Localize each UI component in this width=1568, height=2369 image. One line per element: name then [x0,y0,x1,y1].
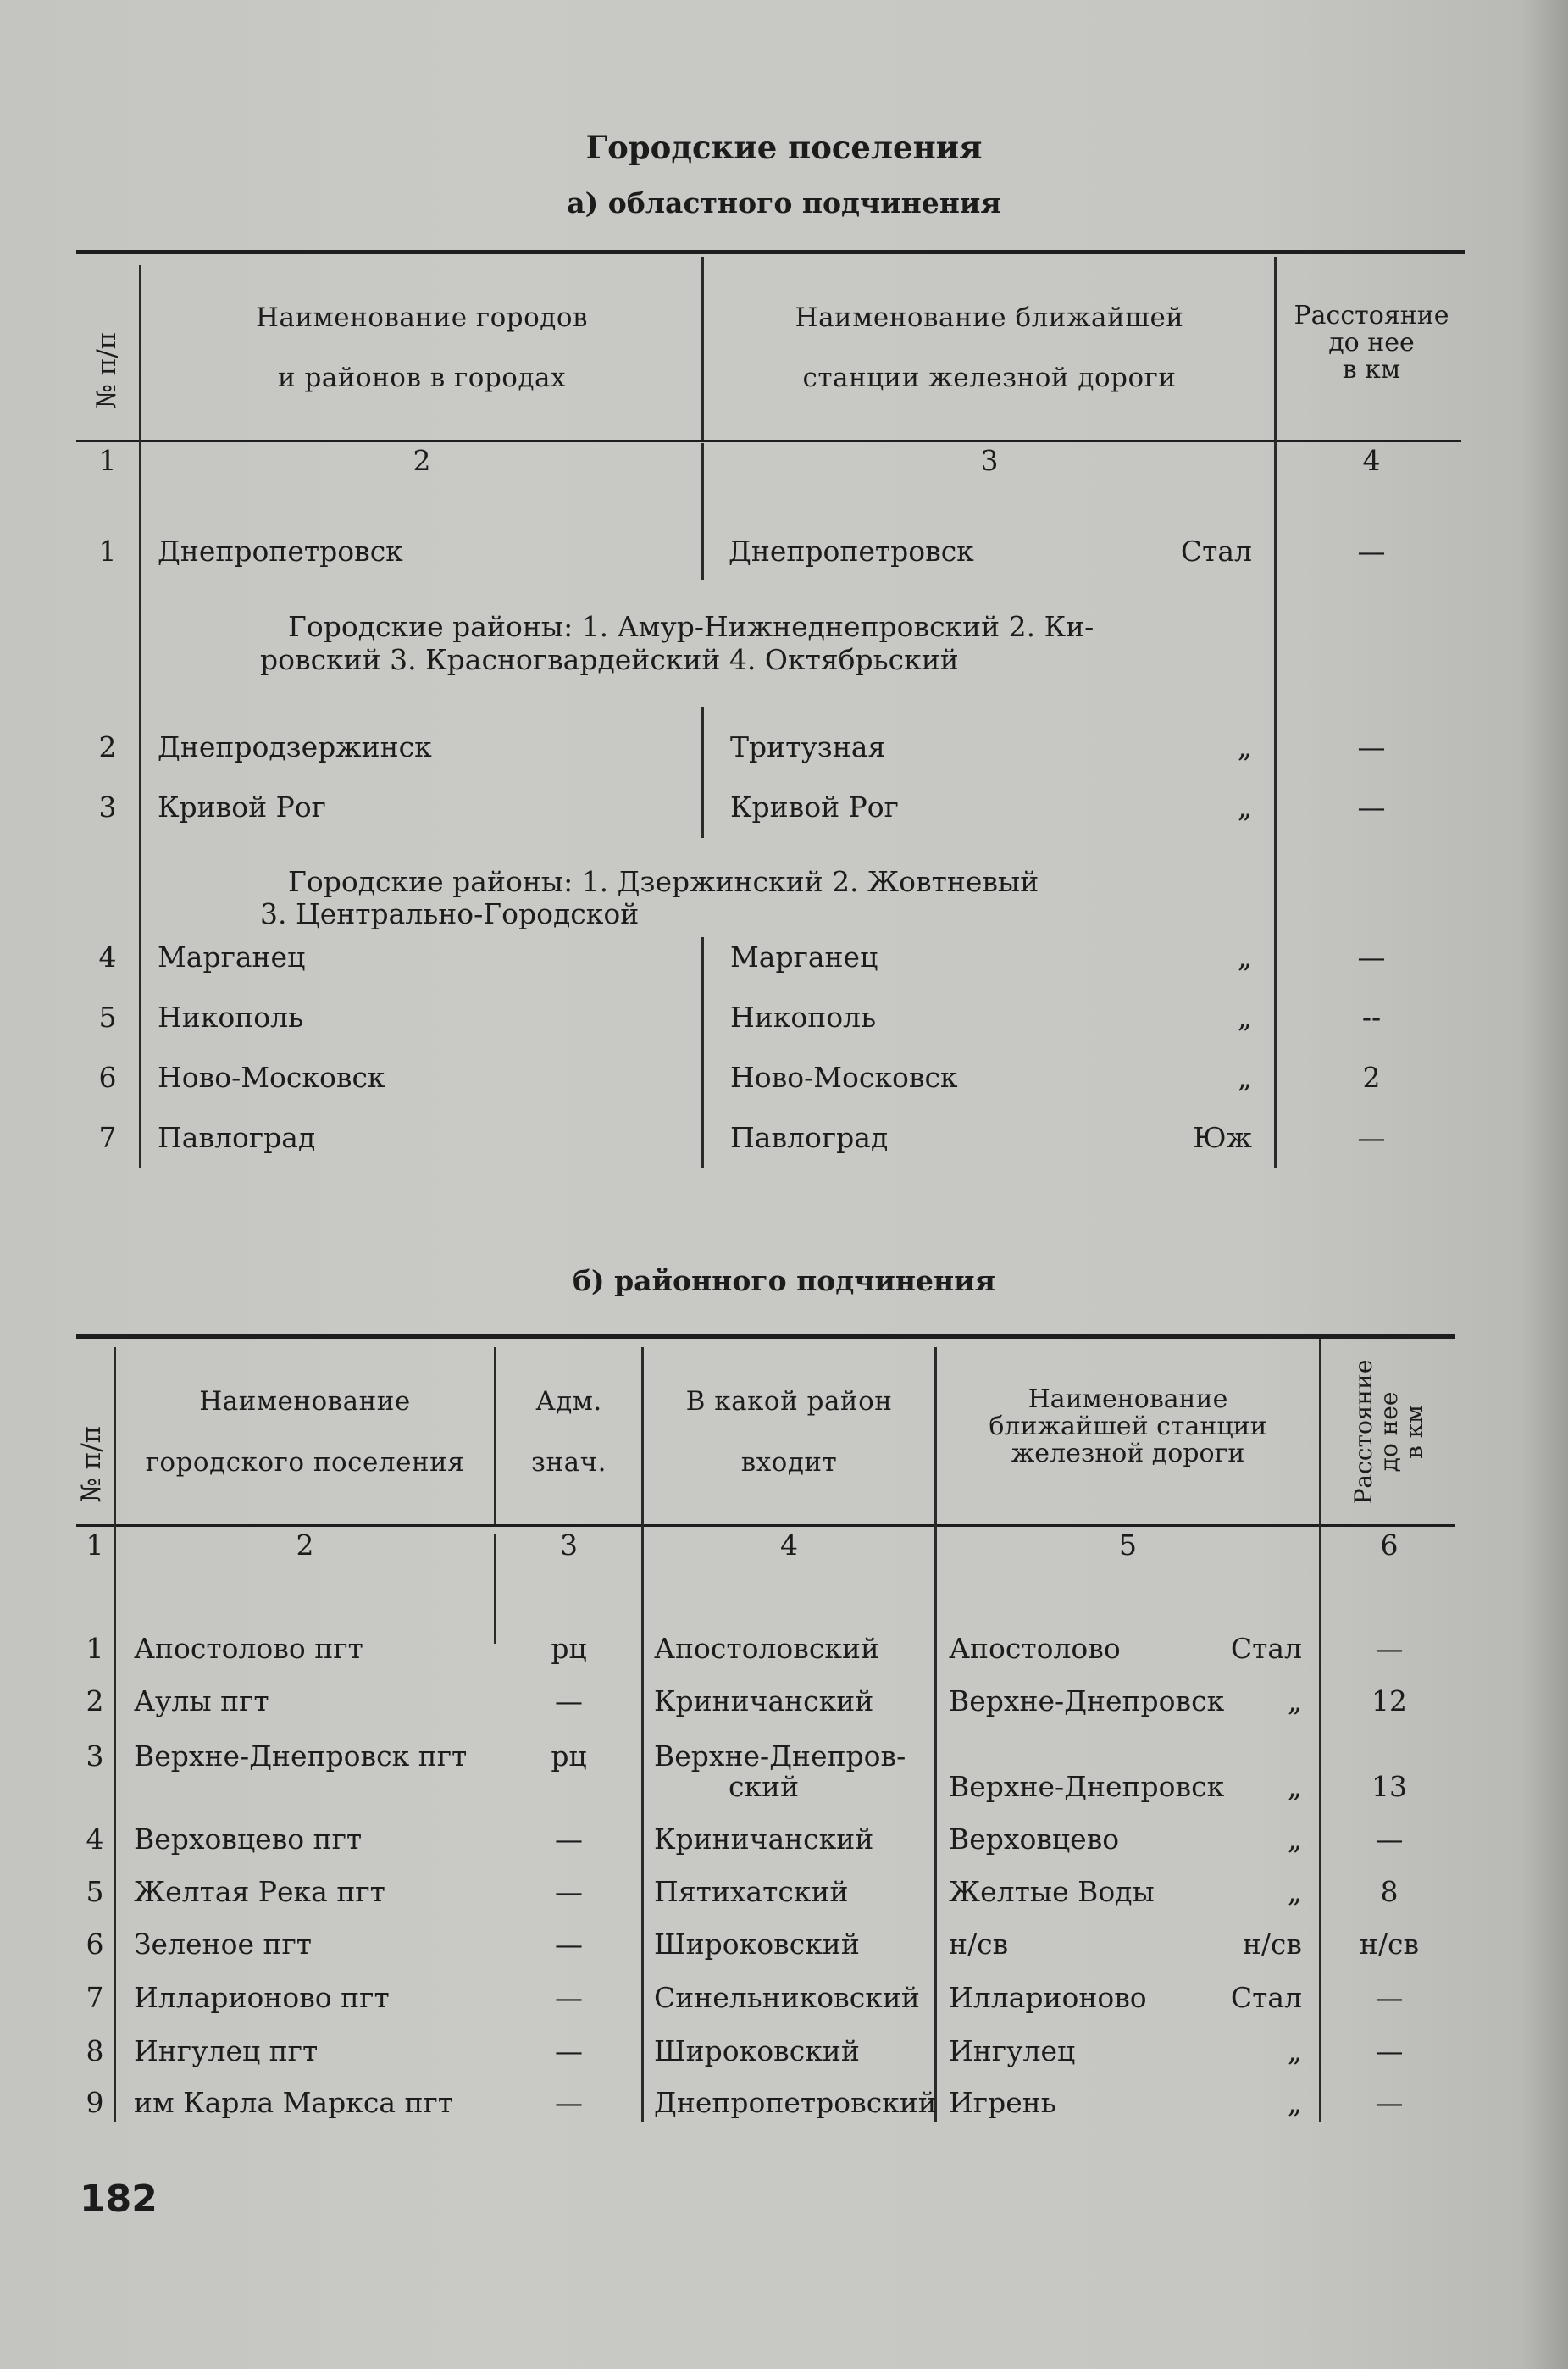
table2-header-station: Наименование ближайшей станции железной дороги [989,1384,1267,1468]
page-number: 182 [80,2178,158,2221]
table2-colnum: 1 [86,1528,104,1562]
table1-colnum: 2 [413,444,431,477]
table1-header-station: Наименование ближайшей [795,302,1184,333]
page-title: Городские поселения [585,129,983,166]
table2-top-rule [76,1334,1455,1339]
table2-header-adm: знач. [531,1447,607,1478]
table1-vline [1274,257,1277,1168]
table2-header-name: городского поселения [145,1447,465,1478]
table1-note: ровский 3. Красногвардейский 4. Октябрьский [260,643,959,676]
table2-colnum: 2 [296,1528,314,1562]
table1-top-rule [76,250,1465,254]
document-page: Городские поселения а) областного подчинения № п/п Наименование городов и районов в городах Наименование ближайшей станции железной дороги Расстояние до нее в км 1 2 3 4 1 Днепропетровск Днепропетровск Стал — Городские районы: 1. Амур-Нижнеднепровский 2. Ки- ровский 3. Красногвардейский 4. Октябрьский 2 Днепродзержинск Тритузная „ — 3 Кривой Рог Кривой Рог „ — Городские районы: 1. Дзержинский 2. Жовтневый 3. Центрально-Городской 4 Марганец Марганец „ — 5 Никополь Никополь „ -- 6 Ново-Московск Ново-Московск „ 2 7 Павлоград Павлоград Юж — б) районного подчинения № п/п Наименование городского поселения Адм. знач. В какой район входит Наименование ближайшей станции железной дороги Расстояние до нее в км 1 2 3 4 5 6 1 Апостолово пгт рц Апостоловский Апостолово Стал — 2 Аулы пгт — Криничанский Верхне-Днепровск „ 12 3 Верхне-Днепровск пгт рц Верхне-Днепров- ский Верхне-Днепровск „ 13 4 Верховцево пгт — Криничанский Верховцево „ — 5 Желтая Река пгт — Пятихатский Желтые Воды „ 8 6 Зеленое пгт — Широковский н/св н/св н/св 7 Илларионово пгт — Синельниковский Илларионово Стал — 8 Ингулец пгт — Широковский Ингулец „ — 9 им Карла Маркса пгт — Днепропетровский Игрень „ — 182 [0,0,1568,2369]
table2-header-no: № п/п [76,1425,107,1503]
table1-header-distance: Расстояние до нее в км [1294,301,1449,385]
table1-colnum: 3 [980,444,999,477]
table1-colnum: 1 [98,444,117,477]
table2-colnum: 3 [560,1528,578,1562]
table2-header-district: В какой район [685,1386,893,1417]
table2-colnum: 4 [780,1528,798,1562]
table1-header-name: и районов в городах [277,363,567,393]
table2-colnum: 5 [1119,1528,1137,1562]
table2-vline [494,1347,496,1524]
table1-vline [701,707,704,838]
table1-vline [701,937,704,1168]
table2-colnum: 6 [1380,1528,1399,1562]
table1-header-rule [76,440,1461,442]
table1-header-name: Наименование городов [255,302,589,333]
table2-subtitle: б) районного подчинения [572,1264,996,1297]
table1-header-no: № п/п [91,331,122,409]
table1-note: 3. Центрально-Городской [260,897,640,930]
table1-note: Городские районы: 1. Амур-Нижнеднепровский 2. Ки- [288,610,1094,643]
table1-vline [139,265,141,1168]
table1-subtitle: а) областного подчинения [567,186,1001,219]
table2-header-distance: Расстояние до нее в км [1349,1359,1428,1505]
table1-vline [701,443,704,580]
table1-note: Городские районы: 1. Дзержинский 2. Жовтневый [288,865,1039,898]
table2-header-adm: Адм. [535,1386,602,1417]
table1-vline [701,257,704,440]
table2-header-name: Наименование [199,1386,411,1417]
table2-header-district: входит [740,1447,838,1478]
table1-colnum: 4 [1362,444,1381,477]
table2-header-rule [76,1524,1455,1527]
table1-header-station: станции железной дороги [802,363,1177,393]
